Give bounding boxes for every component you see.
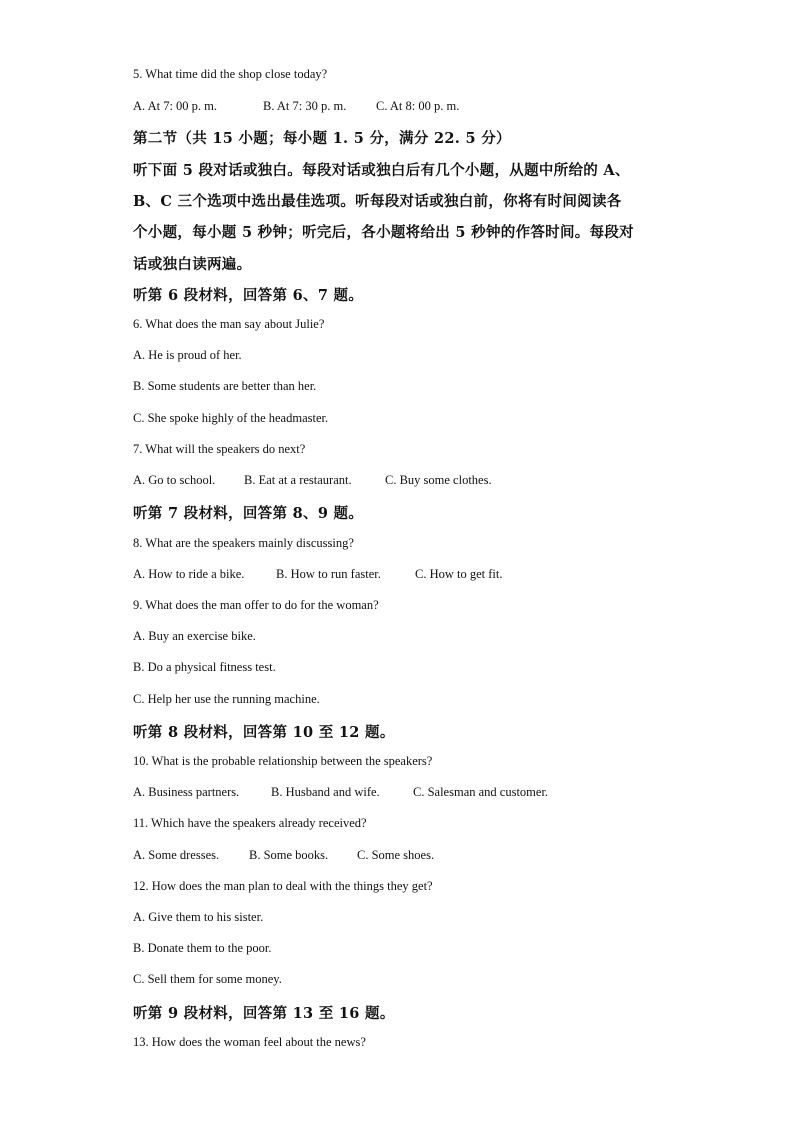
q5-option-b: B. At 7: 30 p. m. bbox=[263, 99, 347, 113]
q8-option-c: C. How to get fit. bbox=[415, 567, 503, 581]
q5-options bbox=[133, 99, 459, 114]
group8-heading: 听第 8 段材料，回答第 10 至 12 题。 bbox=[133, 724, 395, 741]
q11-question: 11. Which have the speakers already received? bbox=[133, 816, 367, 830]
q7-question: 7. What will the speakers do next? bbox=[133, 442, 306, 456]
section2-instruction-line-3: 个小题，每小题 5 秒钟；听完后，各小题将给出 5 秒钟的作答时间。每段对 bbox=[133, 224, 634, 241]
q5-question: 5. What time did the shop close today? bbox=[133, 67, 328, 81]
q13-question: 13. How does the woman feel about the news? bbox=[133, 1035, 366, 1049]
q5-option-a: A. At 7: 00 p. m. bbox=[133, 99, 218, 113]
q11-option-a: A. Some dresses. bbox=[133, 848, 220, 862]
q6-question: 6. What does the man say about Julie? bbox=[133, 317, 325, 331]
q6-option-c: C. She spoke highly of the headmaster. bbox=[133, 411, 329, 425]
q12-question: 12. How does the man plan to deal with the things they get? bbox=[133, 879, 433, 893]
group7-heading: 听第 7 段材料，回答第 8、9 题。 bbox=[133, 505, 364, 522]
q5-option-c: C. At 8: 00 p. m. bbox=[376, 99, 460, 113]
q8-options bbox=[133, 567, 503, 582]
q8-question: 8. What are the speakers mainly discussing? bbox=[133, 536, 354, 550]
q12-option-c: C. Sell them for some money. bbox=[133, 972, 282, 986]
q7-options bbox=[133, 473, 492, 488]
q9-option-c: C. Help her use the running machine. bbox=[133, 692, 320, 706]
q11-options bbox=[133, 848, 434, 863]
q7-option-a: A. Go to school. bbox=[133, 473, 216, 487]
q11-option-b: B. Some books. bbox=[249, 848, 329, 862]
q7-option-c: C. Buy some clothes. bbox=[385, 473, 492, 487]
q10-option-b: B. Husband and wife. bbox=[271, 785, 380, 799]
section2-instruction-line-4: 话或独白读两遍。 bbox=[133, 256, 252, 273]
q12-option-b: B. Donate them to the poor. bbox=[133, 941, 272, 955]
q9-option-a: A. Buy an exercise bike. bbox=[133, 629, 256, 643]
q9-question: 9. What does the man offer to do for the woman? bbox=[133, 598, 379, 612]
q10-option-a: A. Business partners. bbox=[133, 785, 240, 799]
q9-option-b: B. Do a physical fitness test. bbox=[133, 660, 276, 674]
section2-instruction-line-1: 听下面 5 段对话或独白。每段对话或独白后有几个小题，从题中所给的 A、 bbox=[133, 162, 630, 179]
q7-option-b: B. Eat at a restaurant. bbox=[244, 473, 352, 487]
q8-option-a: A. How to ride a bike. bbox=[133, 567, 245, 581]
group6-heading: 听第 6 段材料，回答第 6、7 题。 bbox=[133, 287, 364, 304]
q8-option-b: B. How to run faster. bbox=[276, 567, 381, 581]
group9-heading: 听第 9 段材料，回答第 13 至 16 题。 bbox=[133, 1005, 395, 1022]
q11-option-c: C. Some shoes. bbox=[357, 848, 435, 862]
q10-option-c: C. Salesman and customer. bbox=[413, 785, 549, 799]
section2-heading: 第二节（共 15 小题；每小题 1. 5 分，满分 22. 5 分） bbox=[133, 130, 511, 147]
section2-instruction-line-2: B、C 三个选项中选出最佳选项。听每段对话或独白前，你将有时间阅读各 bbox=[133, 193, 622, 210]
q6-option-a: A. He is proud of her. bbox=[133, 348, 242, 362]
q10-question: 10. What is the probable relationship between the speakers? bbox=[133, 754, 433, 768]
q6-option-b: B. Some students are better than her. bbox=[133, 379, 317, 393]
q10-options bbox=[133, 785, 548, 800]
q12-option-a: A. Give them to his sister. bbox=[133, 910, 264, 924]
